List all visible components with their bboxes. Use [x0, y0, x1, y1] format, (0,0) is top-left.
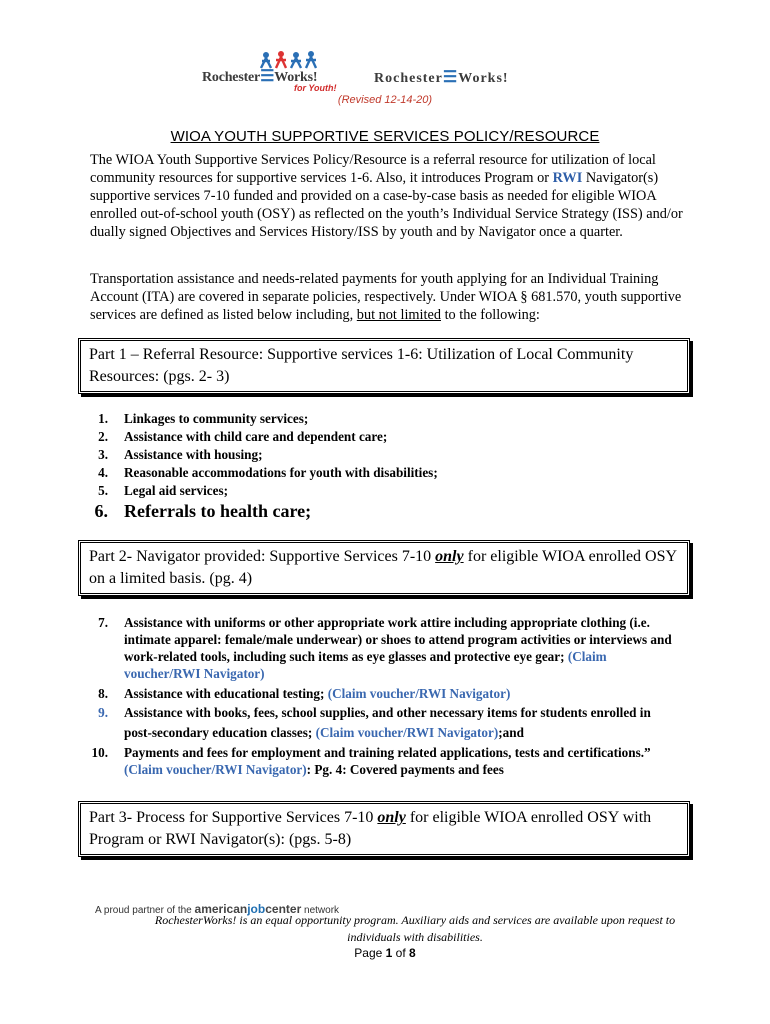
logo1-subtitle: for Youth!	[294, 83, 337, 93]
intro-paragraph-1: The WIOA Youth Supportive Services Policy/Resource is a referral resource for utilization of local community resources for supportive services 1-6. Also, it introduces Program or RWI Navigator(s) supportive services 7-10 funded and provided on a case-by-case basis as needed for eligible WIOA enrolled out-of-school youth (OSY) as reflected on the youth’s Individual Service Strategy (ISS) and/or dually signed Objectives and Services History/ISS by youth and by Navigator once a quarter.	[90, 152, 683, 240]
part1-heading-box: Part 1 – Referral Resource: Supportive services 1-6: Utilization of Local Community Resources: (pgs. 2- 3)	[78, 338, 690, 394]
part2-heading-box: Part 2- Navigator provided: Supportive Services 7-10 only for eligible WIOA enrolled OSY on a limited basis. (pg. 4)	[78, 540, 690, 596]
rochesterworks-logo: Rochester☰Works!	[374, 69, 509, 86]
intro-paragraph-2: Transportation assistance and needs-related payments for youth applying for an Individual Training Account (ITA) are covered in separate policies, respectively. Under WIOA § 681.570, youth supportive services are defined as listed below including, but not limited to the following:	[90, 271, 682, 323]
ajc-partner-logo: A proud partner of the americanjobcenter network	[95, 902, 340, 916]
logo1-brand: Rochester☰Works!	[202, 68, 318, 85]
page-number: Page 1 of 8	[354, 946, 416, 960]
revised-date: (Revised 12-14-20)	[337, 94, 433, 106]
rochesterworks-youth-logo	[196, 50, 356, 95]
page-title: WIOA YOUTH SUPPORTIVE SERVICES POLICY/RESOURCE	[170, 128, 600, 145]
part3-heading-box: Part 3- Process for Supportive Services 7-10 only for eligible WIOA enrolled OSY with Program or RWI Navigator(s): (pgs. 5-8)	[78, 801, 690, 857]
equal-opportunity-notice: RochesterWorks! is an equal opportunity program. Auxiliary aids and services are available upon request to individuals with disabilities.	[154, 913, 676, 944]
flag-icon: ☰	[442, 69, 459, 86]
flag-icon: ☰	[260, 68, 275, 85]
